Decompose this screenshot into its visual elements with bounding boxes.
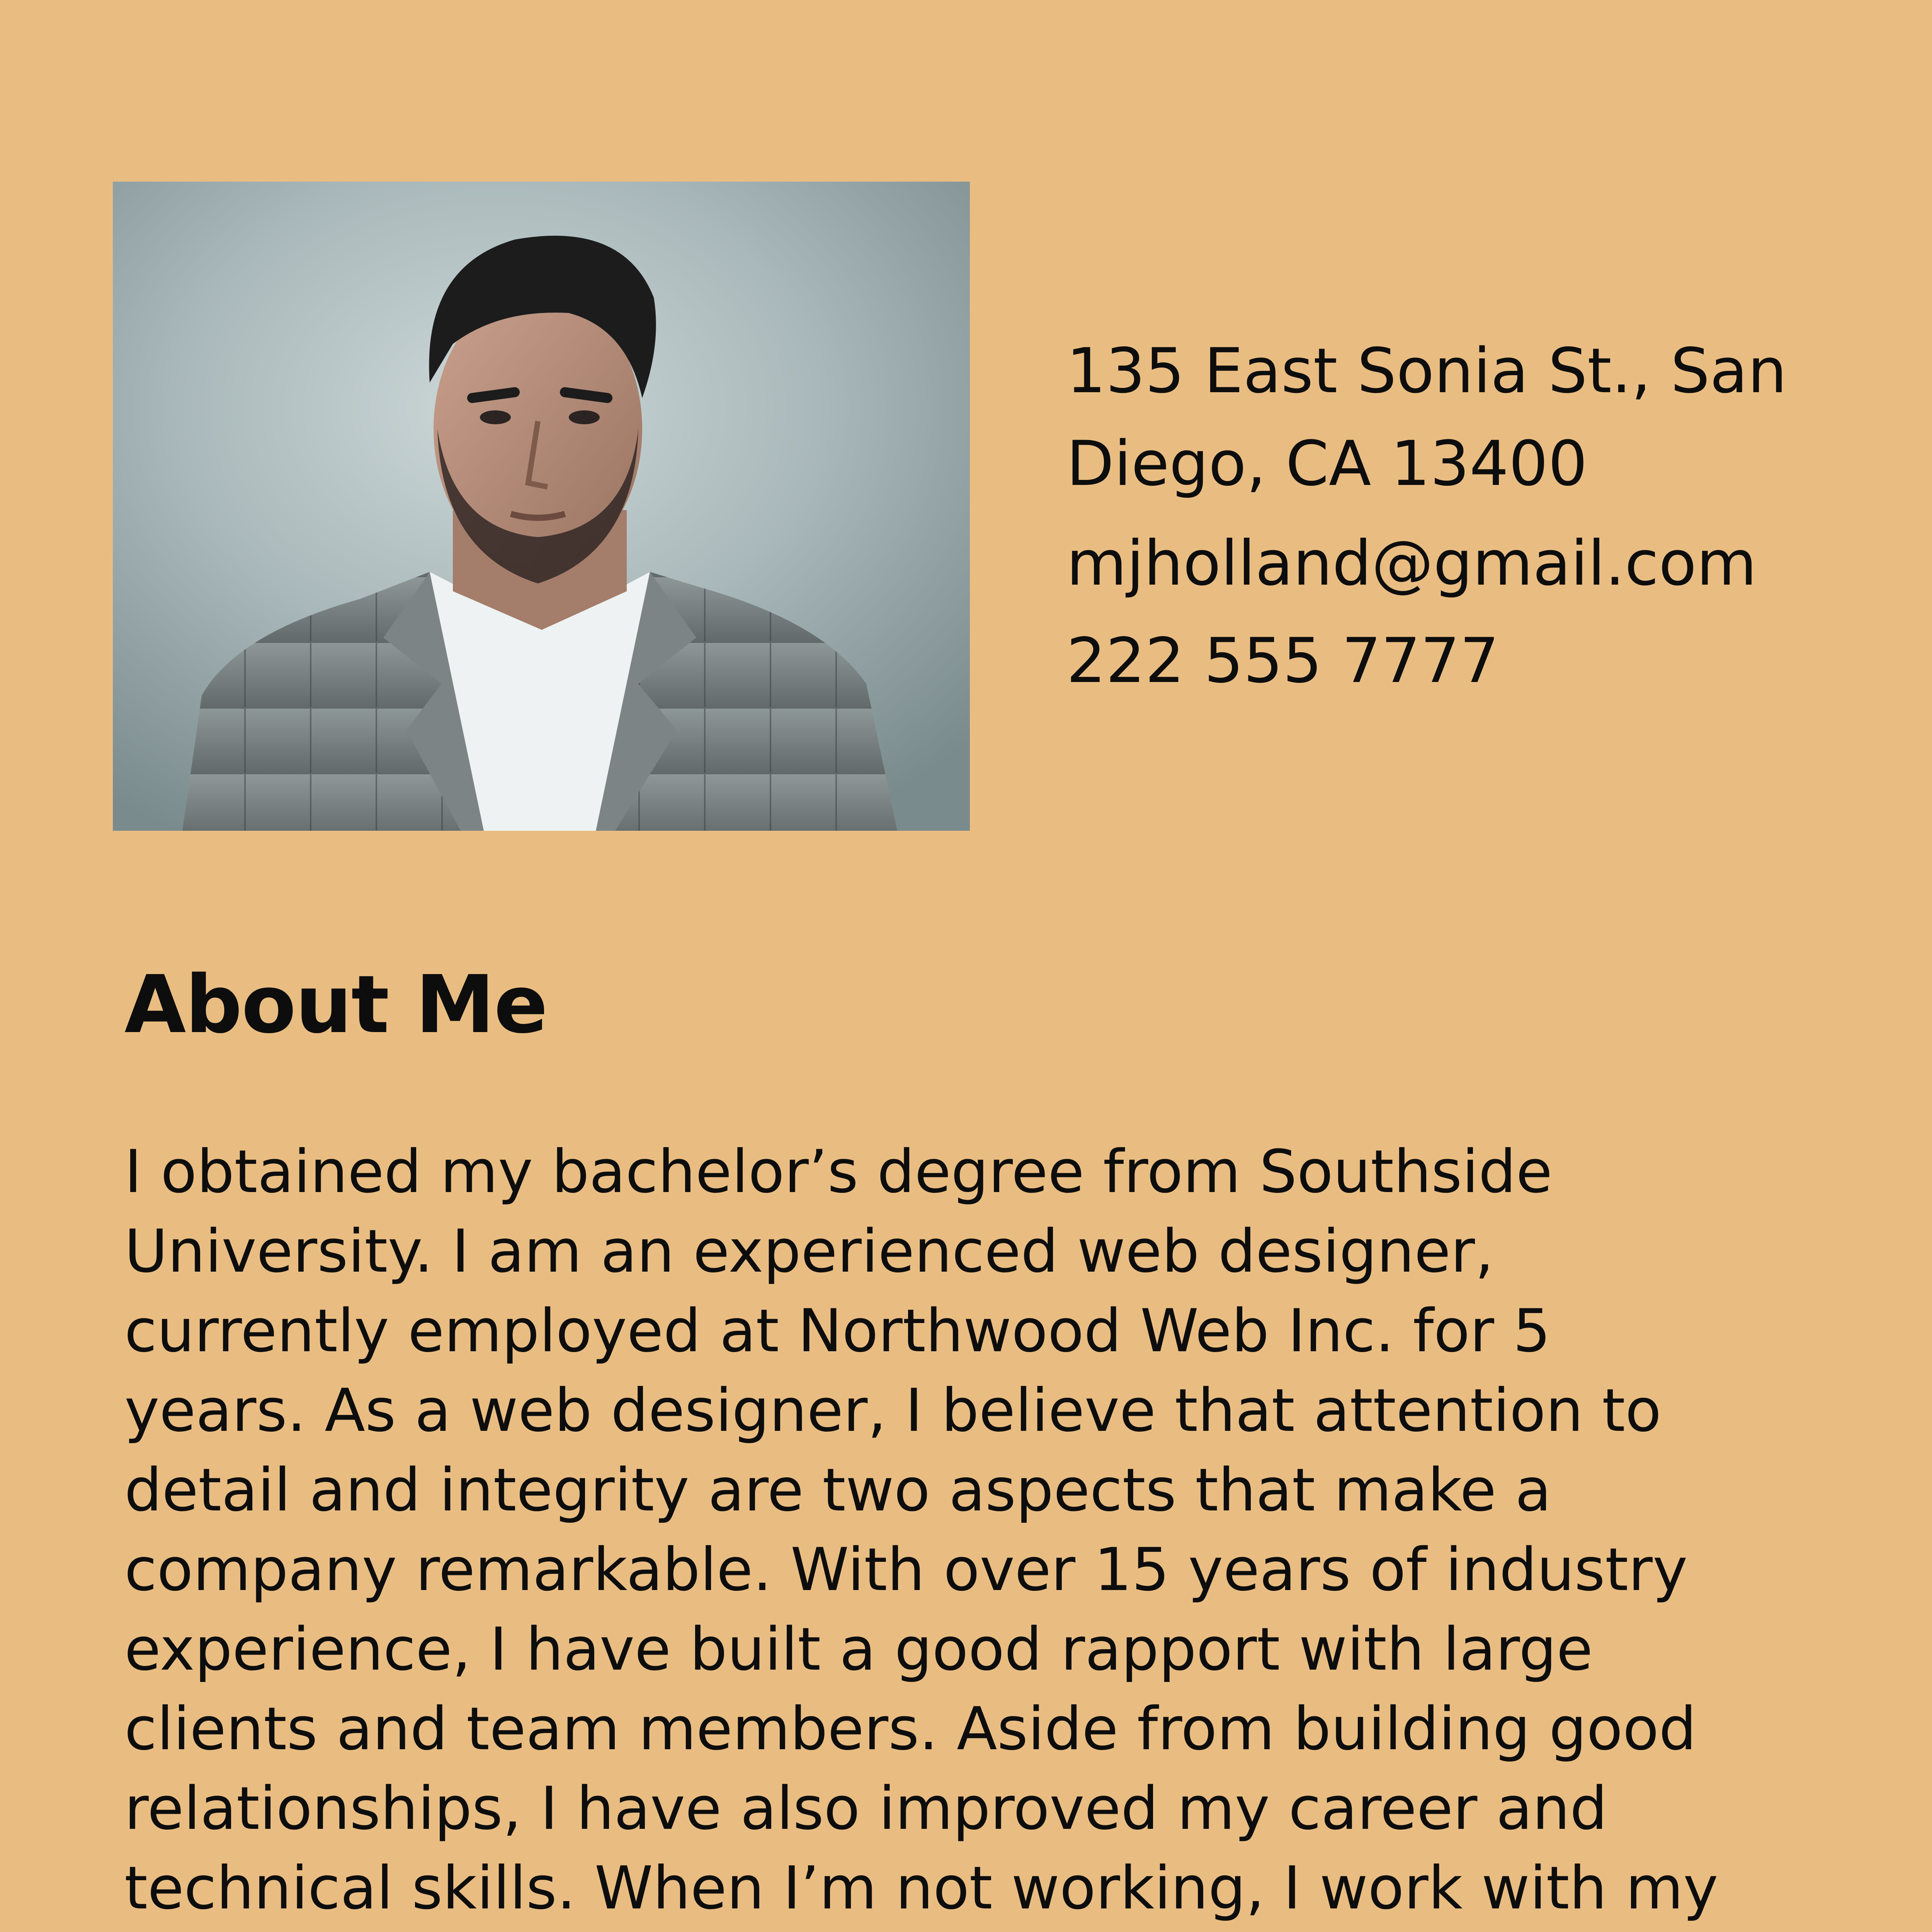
about-line: currently employed at Northwood Web Inc. for 5 (124, 1297, 1551, 1366)
profile-photo (113, 182, 970, 831)
about-line (124, 1928, 1832, 1932)
about-line: I obtained my bachelor’s degree from Southside (124, 1138, 1553, 1206)
about-line: relationships, I have also improved my career and (124, 1774, 1607, 1843)
portrait-photo-icon (113, 182, 970, 831)
about-line: University. I am an experienced web designer, (124, 1217, 1494, 1286)
contact-phone[interactable]: 222 555 7777 (1066, 624, 1499, 697)
about-line: detail and integrity are two aspects that make a (124, 1456, 1551, 1525)
about-line: years. As a web designer, I believe that attention to (124, 1376, 1662, 1445)
contact-info (1066, 325, 1917, 707)
about-line: clients and team members. Aside from building good (124, 1695, 1697, 1764)
about-line: experience, I have built a good rapport with large (124, 1615, 1593, 1684)
about-heading: About Me (124, 958, 547, 1051)
contact-address: 135 East Sonia St., San Diego, CA 13400 (1066, 335, 1787, 500)
about-line: company remarkable. With over 15 years of industry (124, 1536, 1688, 1604)
about-paragraph (124, 1132, 1832, 1932)
about-line: technical skills. When I’m not working, I work with my (124, 1854, 1718, 1923)
contact-email[interactable]: mjholland@gmail.com (1066, 527, 1757, 599)
